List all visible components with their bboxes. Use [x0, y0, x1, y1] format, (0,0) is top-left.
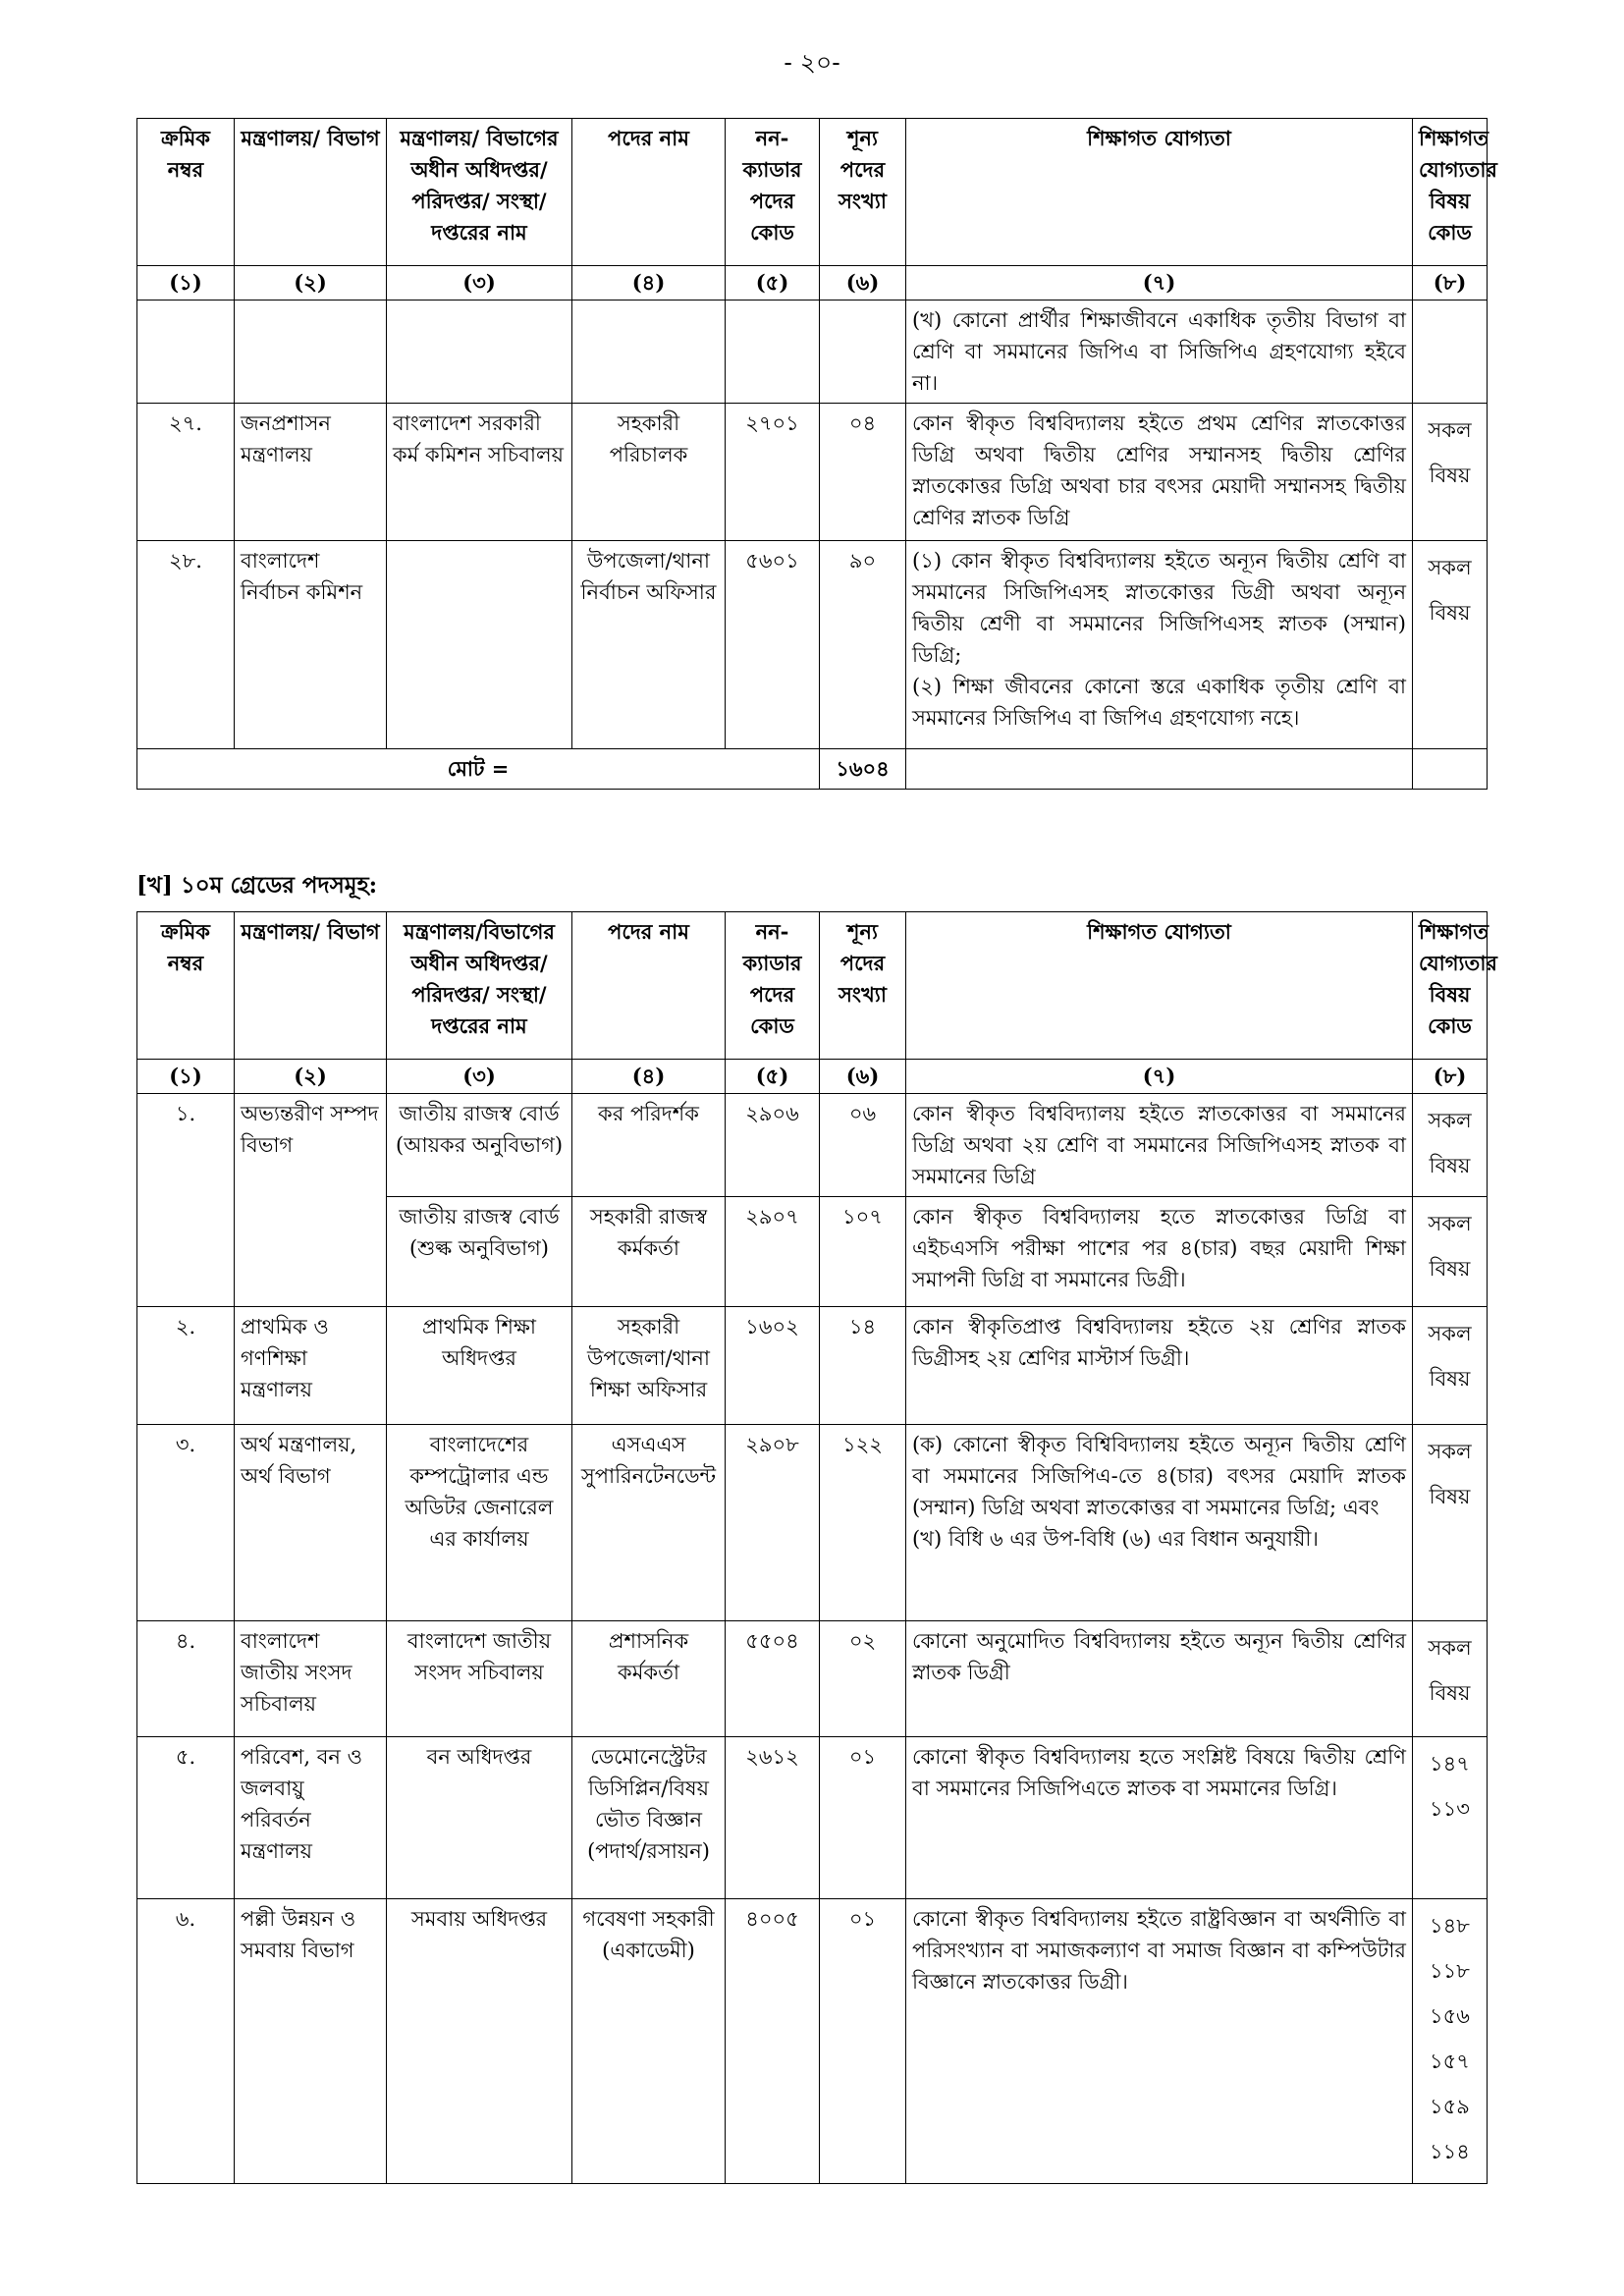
subject-code: সকল	[1428, 556, 1472, 579]
qualification-text: (ক) কোনো স্বীকৃত বিশ্বিবিদ্যালয় হইতে অন্যূন দ্বিতীয় শ্রেণি বা সমমানের সিজিপিএ-তে ৪(চার) বৎসর মেয়াদি স্নাতক (সম্মান) ডিগ্রি অথবা স্নাতকোত্তর বা সমমানের ডিগ্রি; এবং	[912, 1433, 1406, 1519]
office-cell: বন অধিদপ্তর	[387, 1737, 572, 1899]
column-header: নন-ক্যাডার পদের কোড	[726, 119, 820, 266]
column-header: শূন্য পদের সংখ্যা	[820, 912, 906, 1060]
table-row	[137, 1094, 1488, 1197]
column-number-row	[137, 1060, 1488, 1094]
subject-code: বিষয়	[1429, 1485, 1471, 1508]
post-cell: এসএএস সুপারিনটেনডেন্ট	[572, 1425, 726, 1621]
subject-code: ১৪৮	[1430, 1914, 1470, 1938]
column-number: (৭)	[906, 1060, 1413, 1094]
office-cell: সমবায় অধিদপ্তর	[387, 1899, 572, 2184]
post-cell	[572, 301, 726, 404]
subject-code: ১১৩	[1430, 1797, 1470, 1821]
total-label: মোট =	[137, 749, 820, 790]
ministry-cell	[235, 301, 387, 404]
ministry-cell: অভ্যন্তরীণ সম্পদ বিভাগ	[235, 1094, 387, 1307]
code-cell: ২৬১২	[726, 1737, 820, 1899]
subject-code: ১১৮	[1430, 1959, 1470, 1983]
serial-cell: ৫.	[137, 1737, 235, 1899]
total-empty-cell	[906, 749, 1413, 790]
office-cell: জাতীয় রাজস্ব বোর্ড (আয়কর অনুবিভাগ)	[387, 1094, 572, 1197]
column-header: শিক্ষাগত যোগ্যতা	[906, 912, 1413, 1060]
subject-code: ১১৪	[1430, 2140, 1470, 2163]
subject-code: সকল	[1428, 1322, 1472, 1345]
office-cell: জাতীয় রাজস্ব বোর্ড (শুল্ক অনুবিভাগ)	[387, 1197, 572, 1307]
table-row	[137, 301, 1488, 404]
table-row	[137, 1737, 1488, 1899]
column-number: (৫)	[726, 1060, 820, 1094]
page-number: - ২০-	[784, 48, 840, 77]
serial-cell: ৪.	[137, 1621, 235, 1737]
header-row	[137, 912, 1488, 1060]
column-header: শিক্ষাগত যোগ্যতার বিষয় কোড	[1413, 119, 1488, 266]
qualification-cell	[906, 301, 1413, 404]
subject-code: সকল	[1428, 1440, 1472, 1463]
column-header: ক্রমিক নম্বর	[137, 912, 235, 1060]
post-cell: উপজেলা/থানা নির্বাচন অফিসার	[572, 541, 726, 749]
subject-code: বিষয়	[1429, 1681, 1471, 1705]
qualification-text: কোন স্বীকৃতিপ্রাপ্ত বিশ্ববিদ্যালয় হইতে ২য় শ্রেণির স্নাতক ডিগ্রীসহ ২য় শ্রেণির মাস্টার্স ডিগ্রী।	[912, 1315, 1406, 1370]
qualification-cell	[906, 1425, 1413, 1621]
vacancy-cell: ০১	[820, 1737, 906, 1899]
qualification-text: কোন স্বীকৃত বিশ্ববিদ্যালয় হতে স্নাতকোত্তর ডিগ্রি বা এইচএসসি পরীক্ষা পাশের পর ৪(চার) বছর মেয়াদী শিক্ষা সমাপনী ডিগ্রি বা সমমানের ডিগ্রী।	[912, 1205, 1406, 1291]
vacancy-cell: ১২২	[820, 1425, 906, 1621]
qualification-cell	[906, 1621, 1413, 1737]
serial-cell: ৩.	[137, 1425, 235, 1621]
table-row	[137, 1899, 1488, 2184]
ministry-cell: বাংলাদেশ নির্বাচন কমিশন	[235, 541, 387, 749]
subject-code: ১৫৬	[1430, 2004, 1470, 2028]
qualification-cell	[906, 1197, 1413, 1307]
column-number: (৩)	[387, 1060, 572, 1094]
column-header: শিক্ষাগত যোগ্যতা	[906, 119, 1413, 266]
subject-code: ১৫৭	[1430, 2050, 1470, 2073]
column-header: মন্ত্রণালয়/ বিভাগ	[235, 912, 387, 1060]
table-row	[137, 1621, 1488, 1737]
serial-cell: ২.	[137, 1307, 235, 1425]
office-cell: প্রাথমিক শিক্ষা অধিদপ্তর	[387, 1307, 572, 1425]
office-cell	[387, 301, 572, 404]
post-cell: সহকারী রাজস্ব কর্মকর্তা	[572, 1197, 726, 1307]
vacancy-cell: ০৪	[820, 404, 906, 541]
code-cell: ৫৫০৪	[726, 1621, 820, 1737]
column-number: (২)	[235, 1060, 387, 1094]
qualification-text: কোনো স্বীকৃত বিশ্ববিদ্যালয় হইতে রাষ্ট্রবিজ্ঞান বা অর্থনীতি বা পরিসংখ্যান বা সমাজকল্যাণ বা সমাজ বিজ্ঞান বা কম্পিউটার বিজ্ঞানে স্নাতকোত্তর ডিগ্রী।	[912, 1907, 1406, 1994]
vacancy-cell: ৯০	[820, 541, 906, 749]
table-row	[137, 404, 1488, 541]
qualification-text: (২) শিক্ষা জীবনের কোনো স্তরে একাধিক তৃতীয় শ্রেণি বা সমমানের সিজিপিএ বা জিপিএ গ্রহণযোগ্য নহে।	[912, 675, 1406, 730]
total-value: ১৬০৪	[820, 749, 906, 790]
vacancy-cell: ১০৭	[820, 1197, 906, 1307]
post-cell: গবেষণা সহকারী (একাডেমী)	[572, 1899, 726, 2184]
subject-code: সকল	[1428, 1636, 1472, 1660]
qualification-text: (খ) কোনো প্রার্থীর শিক্ষাজীবনে একাধিক তৃতীয় বিভাগ বা শ্রেণি বা সমমানের জিপিএ বা সিজিপিএ গ্রহণযোগ্য হইবে না।	[912, 308, 1406, 395]
code-cell: ২৭০১	[726, 404, 820, 541]
qualification-text: কোন স্বীকৃত বিশ্ববিদ্যালয় হইতে প্রথম শ্রেণির স্নাতকোত্তর ডিগ্রি অথবা দ্বিতীয় শ্রেণির সম্মানসহ দ্বিতীয় শ্রেণির স্নাতকোত্তর ডিগ্রি অথবা চার বৎসর মেয়াদী সম্মানসহ দ্বিতীয় শ্রেণির স্নাতক ডিগ্রি	[912, 411, 1406, 529]
serial-cell: ২৭.	[137, 404, 235, 541]
vacancy-cell: ১৪	[820, 1307, 906, 1425]
vacancy-table-grade-9	[136, 118, 1497, 790]
subject-code: ১৫৯	[1430, 2095, 1470, 2118]
qualification-cell	[906, 1899, 1413, 2184]
total-row	[137, 749, 1488, 790]
post-cell: কর পরিদর্শক	[572, 1094, 726, 1197]
column-number-row	[137, 266, 1488, 301]
subject-code: বিষয়	[1429, 1154, 1471, 1177]
column-header: মন্ত্রণালয়/ বিভাগ	[235, 119, 387, 266]
qualification-cell	[906, 404, 1413, 541]
qualification-text: কোনো অনুমোদিত বিশ্ববিদ্যালয় হইতে অন্যূন দ্বিতীয় শ্রেণির স্নাতক ডিগ্রী	[912, 1629, 1406, 1684]
serial-cell	[137, 301, 235, 404]
post-cell: সহকারী পরিচালক	[572, 404, 726, 541]
qualification-text: (খ) বিধি ৬ এর উপ-বিধি (৬) এর বিধান অনুযায়ী।	[912, 1527, 1319, 1551]
column-number: (৪)	[572, 266, 726, 301]
ministry-cell: বাংলাদেশ জাতীয় সংসদ সচিবালয়	[235, 1621, 387, 1737]
subject-code: সকল	[1428, 1212, 1472, 1235]
subject-code: বিষয়	[1429, 1367, 1471, 1391]
post-cell: ডেমোনেস্ট্রেটর ডিসিপ্লিন/বিষয় ভৌত বিজ্ঞান (পদার্থ/রসায়ন)	[572, 1737, 726, 1899]
column-number: (৬)	[820, 1060, 906, 1094]
column-number: (১)	[137, 1060, 235, 1094]
office-cell: বাংলাদেশের কম্পট্রোলার এন্ড অডিটর জেনারেল এর কার্যালয়	[387, 1425, 572, 1621]
serial-cell: ৬.	[137, 1899, 235, 2184]
subject-code-cell	[1413, 1737, 1488, 1899]
vacancy-cell	[820, 301, 906, 404]
qualification-text: (১) কোন স্বীকৃত বিশ্ববিদ্যালয় হইতে অন্যূন দ্বিতীয় শ্রেণি বা সমমানের সিজিপিএসহ স্নাতকোত্তর ডিগ্রী অথবা অন্যূন দ্বিতীয় শ্রেণী বা সমমানের সিজিপিএসহ স্নাতক (সম্মান) ডিগ্রি;	[912, 549, 1406, 667]
subject-code-cell	[1413, 404, 1488, 541]
qualification-cell	[906, 541, 1413, 749]
column-number: (৭)	[906, 266, 1413, 301]
code-cell	[726, 301, 820, 404]
code-cell: ২৯০৭	[726, 1197, 820, 1307]
ministry-cell: প্রাথমিক ও গণশিক্ষা মন্ত্রণালয়	[235, 1307, 387, 1425]
total-empty-cell	[1413, 749, 1488, 790]
ministry-cell: পরিবেশ, বন ও জলবায়ু পরিবর্তন মন্ত্রণালয়	[235, 1737, 387, 1899]
column-number: (৫)	[726, 266, 820, 301]
subject-code-cell	[1413, 1899, 1488, 2184]
column-header: নন-ক্যাডার পদের কোড	[726, 912, 820, 1060]
vacancy-cell: ০২	[820, 1621, 906, 1737]
subject-code: সকল	[1428, 418, 1472, 442]
column-number: (১)	[137, 266, 235, 301]
section-b-title: [খ] ১০ম গ্রেডের পদসমূহ:	[136, 872, 378, 899]
column-number: (৩)	[387, 266, 572, 301]
column-header: শিক্ষাগত যোগ্যতার বিষয় কোড	[1413, 912, 1488, 1060]
column-number: (৪)	[572, 1060, 726, 1094]
qualification-cell	[906, 1737, 1413, 1899]
subject-code-cell	[1413, 541, 1488, 749]
column-header: পদের নাম	[572, 912, 726, 1060]
header-row	[137, 119, 1488, 266]
code-cell: ৪০০৫	[726, 1899, 820, 2184]
subject-code-cell	[1413, 1197, 1488, 1307]
qualification-text: কোন স্বীকৃত বিশ্ববিদ্যালয় হইতে স্নাতকোত্তর বা সমমানের ডিগ্রি অথবা ২য় শ্রেণি বা সমমানের সিজিপিএসহ স্নাতক বা সমমানের ডিগ্রি	[912, 1102, 1406, 1188]
office-cell: বাংলাদেশ জাতীয় সংসদ সচিবালয়	[387, 1621, 572, 1737]
subject-code: সকল	[1428, 1109, 1472, 1132]
subject-code-cell	[1413, 1425, 1488, 1621]
vacancy-table-grade-10	[136, 911, 1497, 2184]
post-cell: সহকারী উপজেলা/থানা শিক্ষা অফিসার	[572, 1307, 726, 1425]
subject-code: বিষয়	[1429, 601, 1471, 625]
column-number: (৮)	[1413, 266, 1488, 301]
serial-cell: ১.	[137, 1094, 235, 1307]
vacancy-cell: ০১	[820, 1899, 906, 2184]
ministry-cell: অর্থ মন্ত্রণালয়, অর্থ বিভাগ	[235, 1425, 387, 1621]
ministry-cell: জনপ্রশাসন মন্ত্রণালয়	[235, 404, 387, 541]
column-header: ক্রমিক নম্বর	[137, 119, 235, 266]
code-cell: ২৯০৮	[726, 1425, 820, 1621]
office-cell	[387, 541, 572, 749]
subject-code-cell	[1413, 1621, 1488, 1737]
ministry-cell: পল্লী উন্নয়ন ও সমবায় বিভাগ	[235, 1899, 387, 2184]
column-header: শূন্য পদের সংখ্যা	[820, 119, 906, 266]
vacancy-cell: ০৬	[820, 1094, 906, 1197]
subject-code: ১৪৭	[1430, 1752, 1470, 1776]
qualification-cell	[906, 1094, 1413, 1197]
serial-cell: ২৮.	[137, 541, 235, 749]
code-cell: ৫৬০১	[726, 541, 820, 749]
subject-code: বিষয়	[1429, 1257, 1471, 1281]
table-row	[137, 1425, 1488, 1621]
post-cell: প্রশাসনিক কর্মকর্তা	[572, 1621, 726, 1737]
column-number: (২)	[235, 266, 387, 301]
column-header: মন্ত্রণালয়/বিভাগের অধীন অধিদপ্তর/ পরিদপ্তর/ সংস্থা/দপ্তরের নাম	[387, 912, 572, 1060]
column-number: (৮)	[1413, 1060, 1488, 1094]
column-header: মন্ত্রণালয়/ বিভাগের অধীন অধিদপ্তর/ পরিদপ্তর/ সংস্থা/ দপ্তরের নাম	[387, 119, 572, 266]
column-header: পদের নাম	[572, 119, 726, 266]
qualification-text: কোনো স্বীকৃত বিশ্ববিদ্যালয় হতে সংশ্লিষ্ট বিষয়ে দ্বিতীয় শ্রেণি বা সমমানের সিজিপিএতে স্নাতক বা সমমানের ডিগ্রি।	[912, 1745, 1406, 1800]
code-cell: ২৯০৬	[726, 1094, 820, 1197]
table-row	[137, 541, 1488, 749]
subject-code-cell	[1413, 301, 1488, 404]
code-cell: ১৬০২	[726, 1307, 820, 1425]
subject-code-cell	[1413, 1307, 1488, 1425]
table-row	[137, 1307, 1488, 1425]
subject-code-cell	[1413, 1094, 1488, 1197]
qualification-cell	[906, 1307, 1413, 1425]
subject-code: বিষয়	[1429, 464, 1471, 487]
column-number: (৬)	[820, 266, 906, 301]
office-cell: বাংলাদেশ সরকারী কর্ম কমিশন সচিবালয়	[387, 404, 572, 541]
